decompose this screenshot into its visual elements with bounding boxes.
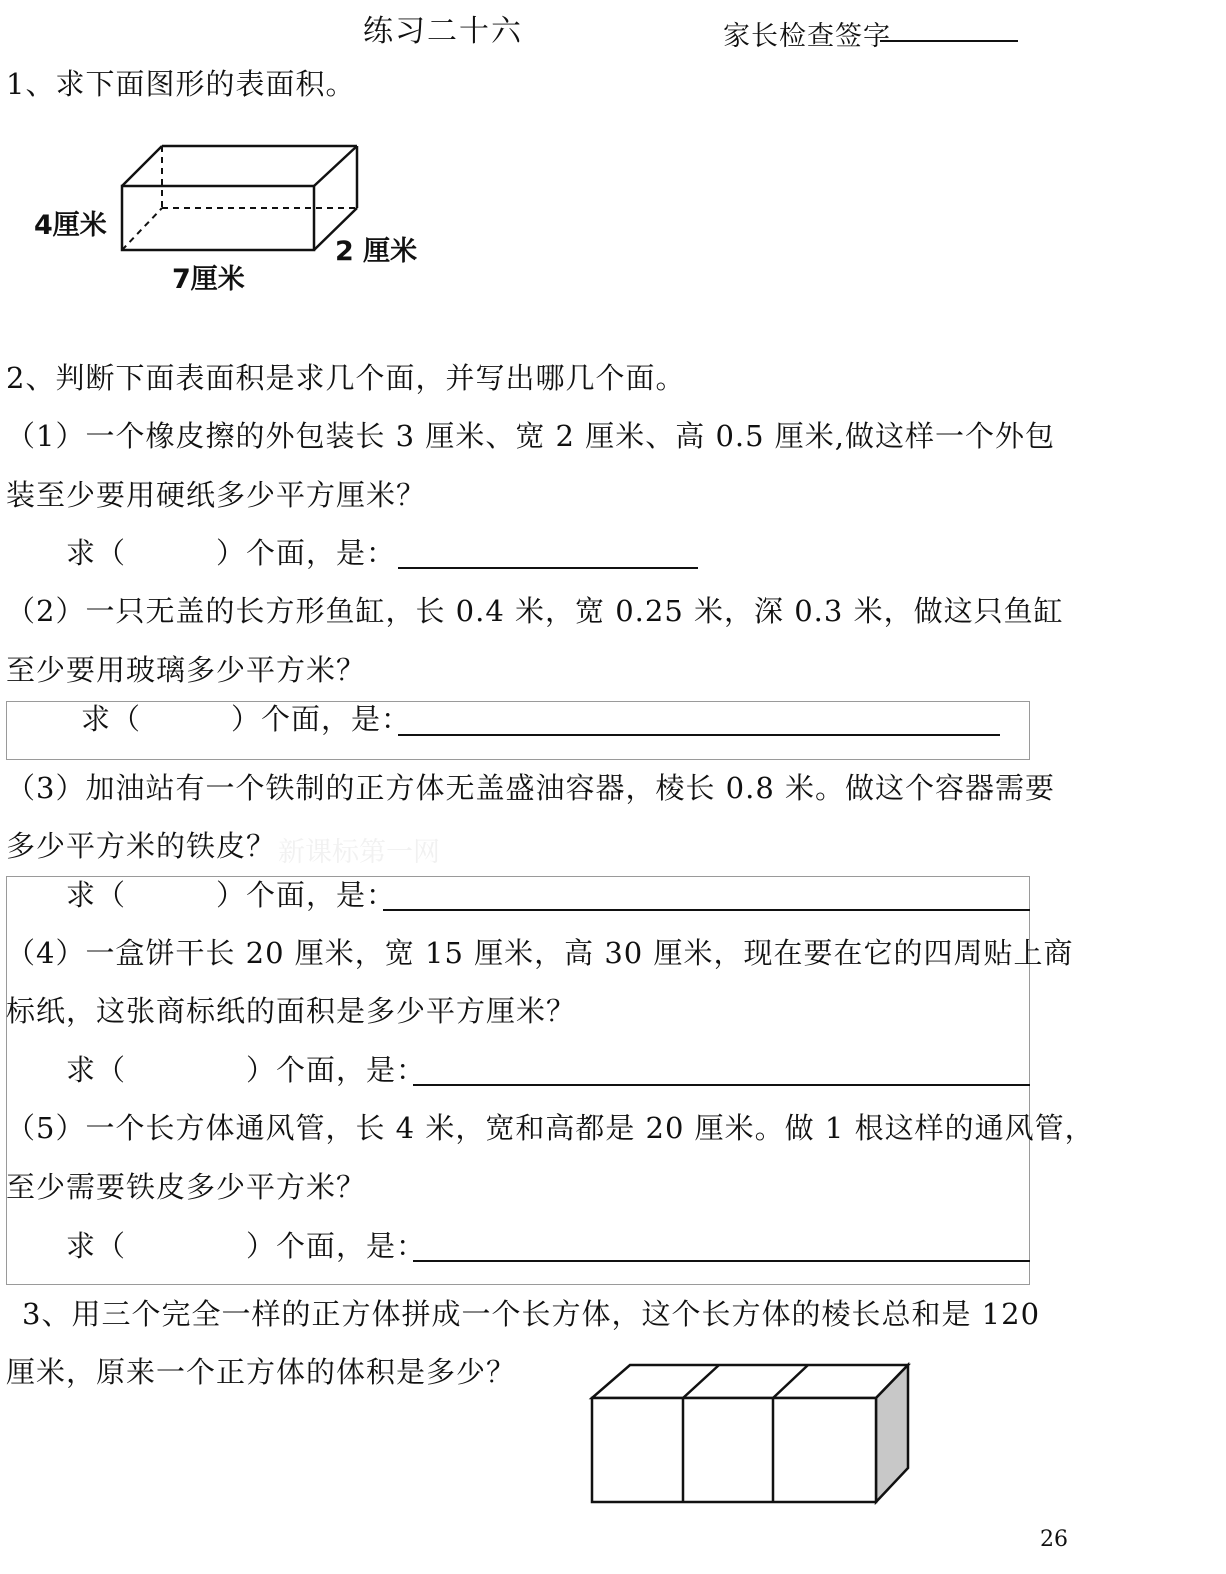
q3-line1: 3、用三个完全一样的正方体拼成一个长方体，这个长方体的棱长总和是 120 bbox=[22, 1297, 1041, 1331]
q2-item4-line1: （4）一盒饼干长 20 厘米，宽 15 厘米，高 30 厘米，现在要在它的四周贴上商 bbox=[6, 936, 1074, 970]
length-label: 7厘米 bbox=[172, 264, 245, 295]
q2-item3-answer-label: 求（ ）个面，是： bbox=[66, 878, 397, 912]
page-title: 练习二十六 bbox=[363, 14, 523, 49]
q2-prompt: 2、判断下面表面积是求几个面，并写出哪几个面。 bbox=[6, 361, 686, 395]
q2-item2-line1: （2）一只无盖的长方形鱼缸，长 0.4 米，宽 0.25 米，深 0.3 米，做这只鱼缸 bbox=[6, 594, 1064, 628]
q2-item5-answer-label: 求（ ）个面，是： bbox=[66, 1229, 427, 1263]
q2-item1-line1: （1）一个橡皮擦的外包装长 3 厘米、宽 2 厘米、高 0.5 厘米,做这样一个外包 bbox=[6, 419, 1056, 453]
q2-item4-answer-label: 求（ ）个面，是： bbox=[66, 1053, 427, 1087]
width-label: 2 厘米 bbox=[335, 236, 418, 267]
q2-item5-line2: 至少需要铁皮多少平方米？ bbox=[6, 1170, 367, 1204]
q2-item1-answer-label: 求（ ）个面，是： bbox=[66, 536, 397, 570]
q2-item2-line2: 至少要用玻璃多少平方米？ bbox=[6, 653, 367, 687]
watermark: 新课标第一网 bbox=[278, 837, 440, 868]
q1-prompt: 1、求下面图形的表面积。 bbox=[6, 67, 356, 101]
q2-item5-line1: （5）一个长方体通风管，长 4 米，宽和高都是 20 厘米。做 1 根这样的通风管， bbox=[6, 1111, 1095, 1145]
height-label: 4厘米 bbox=[34, 210, 107, 241]
q2-item2-answer-label: 求（ ）个面，是： bbox=[81, 702, 412, 736]
q2-item3-line1: （3）加油站有一个铁制的正方体无盖盛油容器，棱长 0.8 米。做这个容器需要 bbox=[6, 771, 1056, 805]
q2-item3-line2: 多少平方米的铁皮？ bbox=[6, 829, 277, 863]
cubes-front-face bbox=[592, 1398, 876, 1502]
cubes-top-face bbox=[592, 1365, 908, 1398]
q2-item4-line2: 标纸，这张商标纸的面积是多少平方厘米？ bbox=[6, 994, 577, 1028]
q2-item1-line2: 装至少要用硬纸多少平方厘米？ bbox=[6, 478, 427, 512]
parent-signature-label: 家长检查签字 bbox=[723, 21, 891, 52]
q3-line2: 厘米，原来一个正方体的体积是多少？ bbox=[6, 1355, 517, 1389]
page-number: 26 bbox=[1040, 1527, 1068, 1552]
